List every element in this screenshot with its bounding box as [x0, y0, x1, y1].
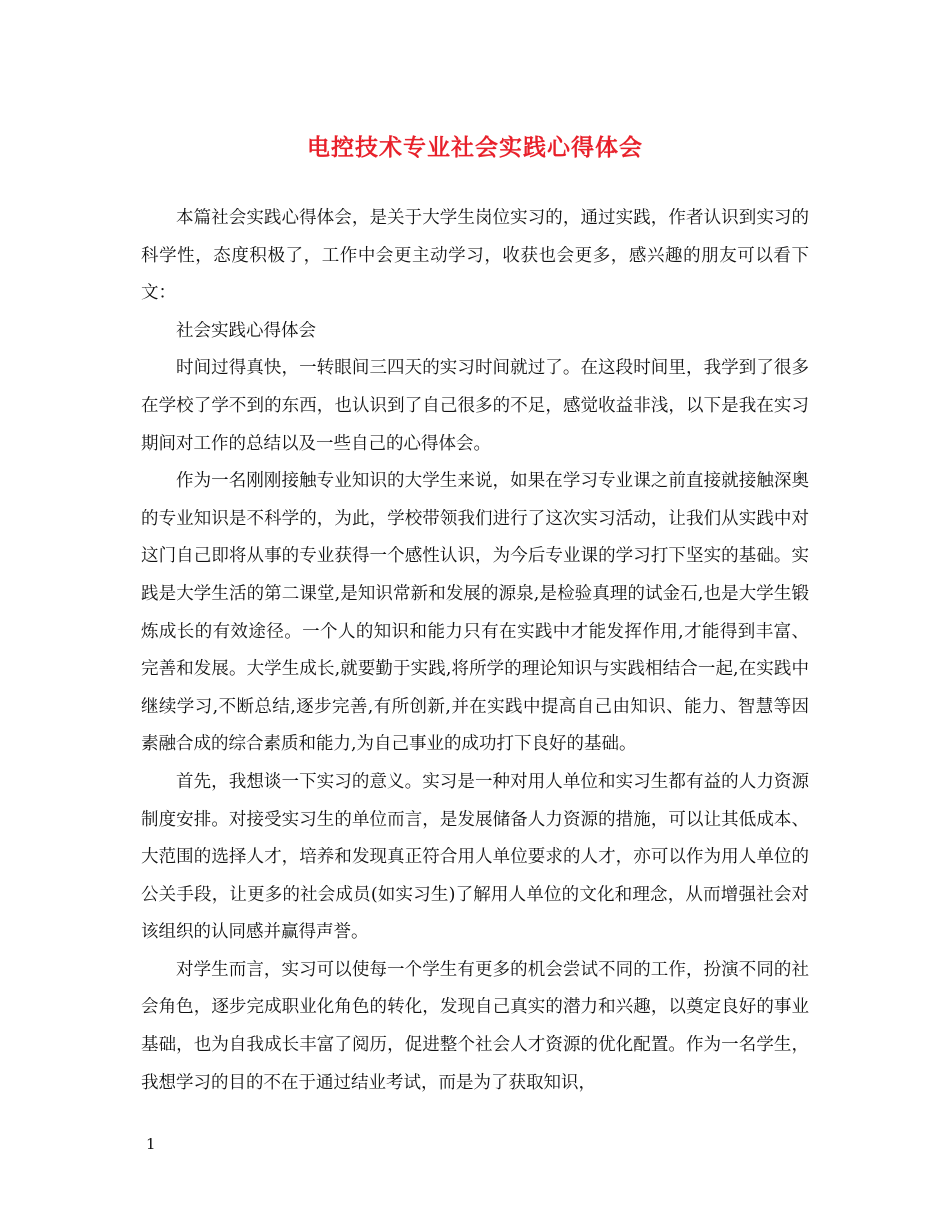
body-paragraph-3: 首先，我想谈一下实习的意义。实习是一种对用人单位和实习生都有益的人力资源制度安排。对接受实习生的单位而言，是发展储备人力资源的措施，可以让其低成本、大范围的选择人才，培养和发现真正符合用人单位要求的人才，亦可以作为用人单位的公关手段，让更多的社会成员(如实习生)了解用人单位的文化和理念，从而增强社会对该组织的认同感并赢得声誉。	[141, 771, 809, 943]
intro-paragraph: 本篇社会实践心得体会，是关于大学生岗位实习的，通过实践，作者认识到实习的科学性，态度积极了，工作中会更主动学习，收获也会更多，感兴趣的朋友可以看下文：	[141, 208, 809, 304]
document-title: 电控技术专业社会实践心得体会	[307, 134, 643, 161]
body-paragraph-4: 对学生而言，实习可以使每一个学生有更多的机会尝试不同的工作，扮演不同的社会角色，逐步完成职业化角色的转化，发现自己真实的潜力和兴趣，以奠定良好的事业基础，也为自我成长丰富了阅历，促进整个社会人才资源的优化配置。作为一名学生，我想学习的目的不在于通过结业考试，而是为了获取知识，	[141, 959, 809, 1093]
body-paragraph-2: 作为一名刚刚接触专业知识的大学生来说，如果在学习专业课之前直接就接触深奥的专业知识是不科学的，为此，学校带领我们进行了这次实习活动，让我们从实践中对这门自己即将从事的专业获得一个感性认识，为今后专业课的学习打下坚实的基础。实践是大学生活的第二课堂,是知识常新和发展的源泉,是检验真理的试金石,也是大学生锻炼成长的有效途径。一个人的知识和能力只有在实践中才能发挥作用,才能得到丰富、完善和发展。大学生成长,就要勤于实践,将所学的理论知识与实践相结合一起,在实践中继续学习,不断总结,逐步完善,有所创新,并在实践中提高自己由知识、能力、智慧等因素融合成的综合素质和能力,为自己事业的成功打下良好的基础。	[141, 471, 809, 755]
section-heading: 社会实践心得体会	[176, 320, 316, 341]
body-paragraph-1: 时间过得真快，一转眼间三四天的实习时间就过了。在这段时间里，我学到了很多在学校了学不到的东西，也认识到了自己很多的不足，感觉收益非浅，以下是我在实习期间对工作的总结以及一些自己的心得体会。	[141, 358, 809, 454]
page-number: 1	[146, 1135, 156, 1153]
document-body	[141, 200, 809, 1102]
